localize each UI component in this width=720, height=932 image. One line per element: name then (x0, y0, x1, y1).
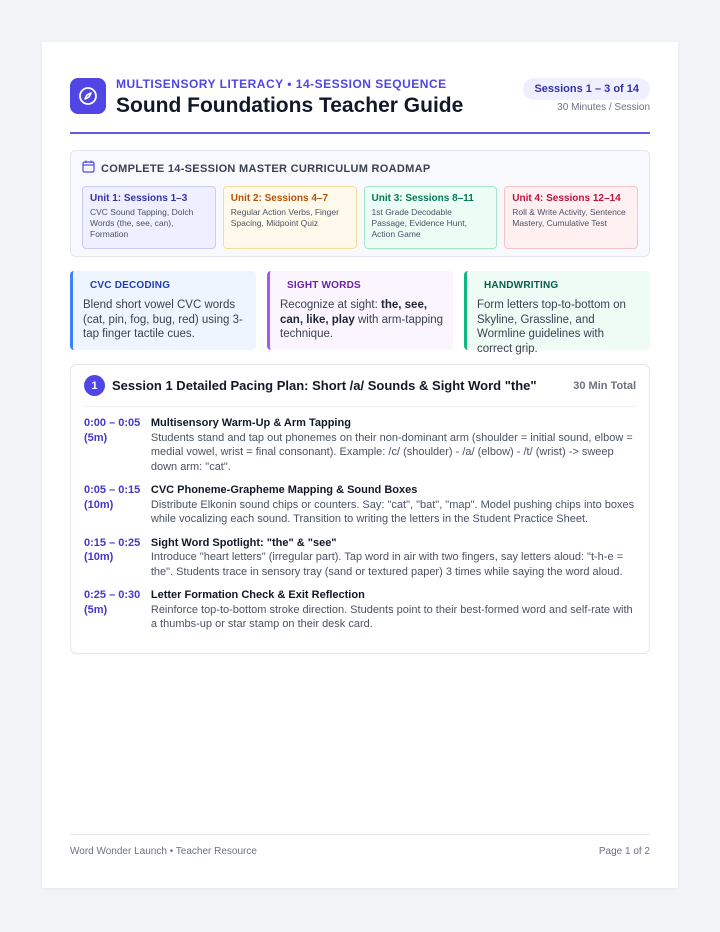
page-title: Sound Foundations Teacher Guide (116, 94, 464, 117)
pacing-row (84, 416, 636, 474)
unit-description: Regular Action Verbs, Finger Spacing, Midpoint Quiz (230, 207, 339, 228)
unit-title: Unit 2: Sessions 4–7 (230, 193, 329, 204)
unit-description: 1st Grade Decodable Passage, Evidence Hunt, Action Game (371, 207, 467, 239)
skill-card-cvc-decoding (70, 271, 256, 350)
activity-title: Sight Word Spotlight: "the" & "see" (150, 536, 337, 549)
unit-list (82, 186, 638, 249)
activity-title: Letter Formation Check & Exit Reflection (150, 589, 365, 601)
unit-description: Roll & Write Activity, Sentence Mastery, Cumulative Test (512, 207, 626, 228)
pacing-row (84, 536, 636, 580)
skill-body-text: with arm-tapping technique. (280, 313, 444, 340)
activity-description: Reinforce top-to-bottom stroke direction. Students point to their best-formed word and self-rate with a thumbs-up or star stamp on their desk card. (150, 603, 633, 630)
document-page (42, 42, 678, 888)
pacing-row (84, 483, 636, 527)
sight-word-list: the, see, can, like, play (280, 299, 428, 326)
unit-title: Unit 4: Sessions 12–14 (512, 193, 621, 204)
skill-cards (70, 271, 650, 355)
unit-title: Unit 3: Sessions 8–11 (371, 193, 474, 204)
session-pacing-plan (70, 364, 650, 654)
activity-description: Students stand and tap out phonemes on their non-dominant arm (shoulder = initial sound, elbow = medial vowel, wrist = final consonant). Example: /c/ (shoulder) - /a/ (elbow) - /t/ (wrist) -> sweep down arm: "cat". (150, 431, 633, 473)
unit-card (82, 186, 216, 249)
curriculum-roadmap (70, 150, 650, 257)
calendar-icon (82, 160, 95, 178)
header (70, 76, 650, 132)
header-divider (70, 132, 650, 134)
sessions-badge: Sessions 1 – 3 of 14 (523, 78, 650, 100)
compass-icon (70, 78, 106, 114)
skill-title: HANDWRITING (484, 280, 559, 291)
activity-description: Distribute Elkonin sound chips or counters. Say: "cat", "bat", "map". Model pushing chips into boxes while vocalizing each sound. Transition to writing the letters in the Student Practice Sheet. (150, 498, 635, 525)
activity-title: CVC Phoneme-Grapheme Mapping & Sound Boxes (150, 484, 418, 496)
unit-card (223, 186, 357, 249)
eyebrow: MULTISENSORY LITERACY • 14-SESSION SEQUENCE (116, 77, 447, 91)
skill-title: SIGHT WORDS (287, 280, 361, 291)
pacing-time: 0:05 – 0:15 (10m) (84, 484, 141, 511)
unit-title: Unit 1: Sessions 1–3 (90, 193, 188, 204)
pacing-row (84, 588, 636, 632)
page-footer (70, 834, 650, 857)
unit-card (364, 186, 498, 249)
session-number-badge: 1 (84, 375, 105, 396)
pacing-time: 0:25 – 0:30 (5m) (84, 589, 141, 616)
skill-card-sight-words (267, 271, 453, 350)
session-title: Session 1 Detailed Pacing Plan: Short /a/ Sounds & Sight Word "the" (112, 378, 537, 393)
page-number: Page 1 of 2 (598, 846, 650, 857)
roadmap-title: COMPLETE 14-SESSION MASTER CURRICULUM ROADMAP (101, 162, 431, 175)
pacing-time: 0:15 – 0:25 (10m) (84, 536, 141, 563)
activity-title: Multisensory Warm-Up & Arm Tapping (150, 417, 351, 429)
session-duration: 30 Minutes / Session (557, 102, 650, 113)
skill-body (280, 298, 443, 342)
footer-source: Word Wonder Launch • Teacher Resource (70, 846, 257, 857)
activity-description: Introduce "heart letters" (irregular part). Tap word in air with two fingers, say letters aloud: "t-h-e = the". Students trace in sensory tray (sand or textured paper) 3 times while saying the word aloud. (150, 551, 624, 578)
session-total: 30 Min Total (573, 379, 636, 392)
skill-card-handwriting (464, 271, 650, 355)
unit-description: CVC Sound Tapping, Dolch Words (the, see, can), Formation (90, 207, 194, 239)
skill-body: Blend short vowel CVC words (cat, pin, fog, bug, red) using 3-tap finger tactile cues. (83, 299, 243, 340)
pacing-time: 0:00 – 0:05 (5m) (84, 417, 141, 444)
unit-card (504, 186, 638, 249)
skill-body-text: Recognize at sight: (280, 299, 382, 311)
skill-body: Form letters top-to-bottom on Skyline, Grassline, and Wormline guidelines with correct grip. (477, 299, 626, 355)
skill-title: CVC DECODING (90, 280, 171, 291)
